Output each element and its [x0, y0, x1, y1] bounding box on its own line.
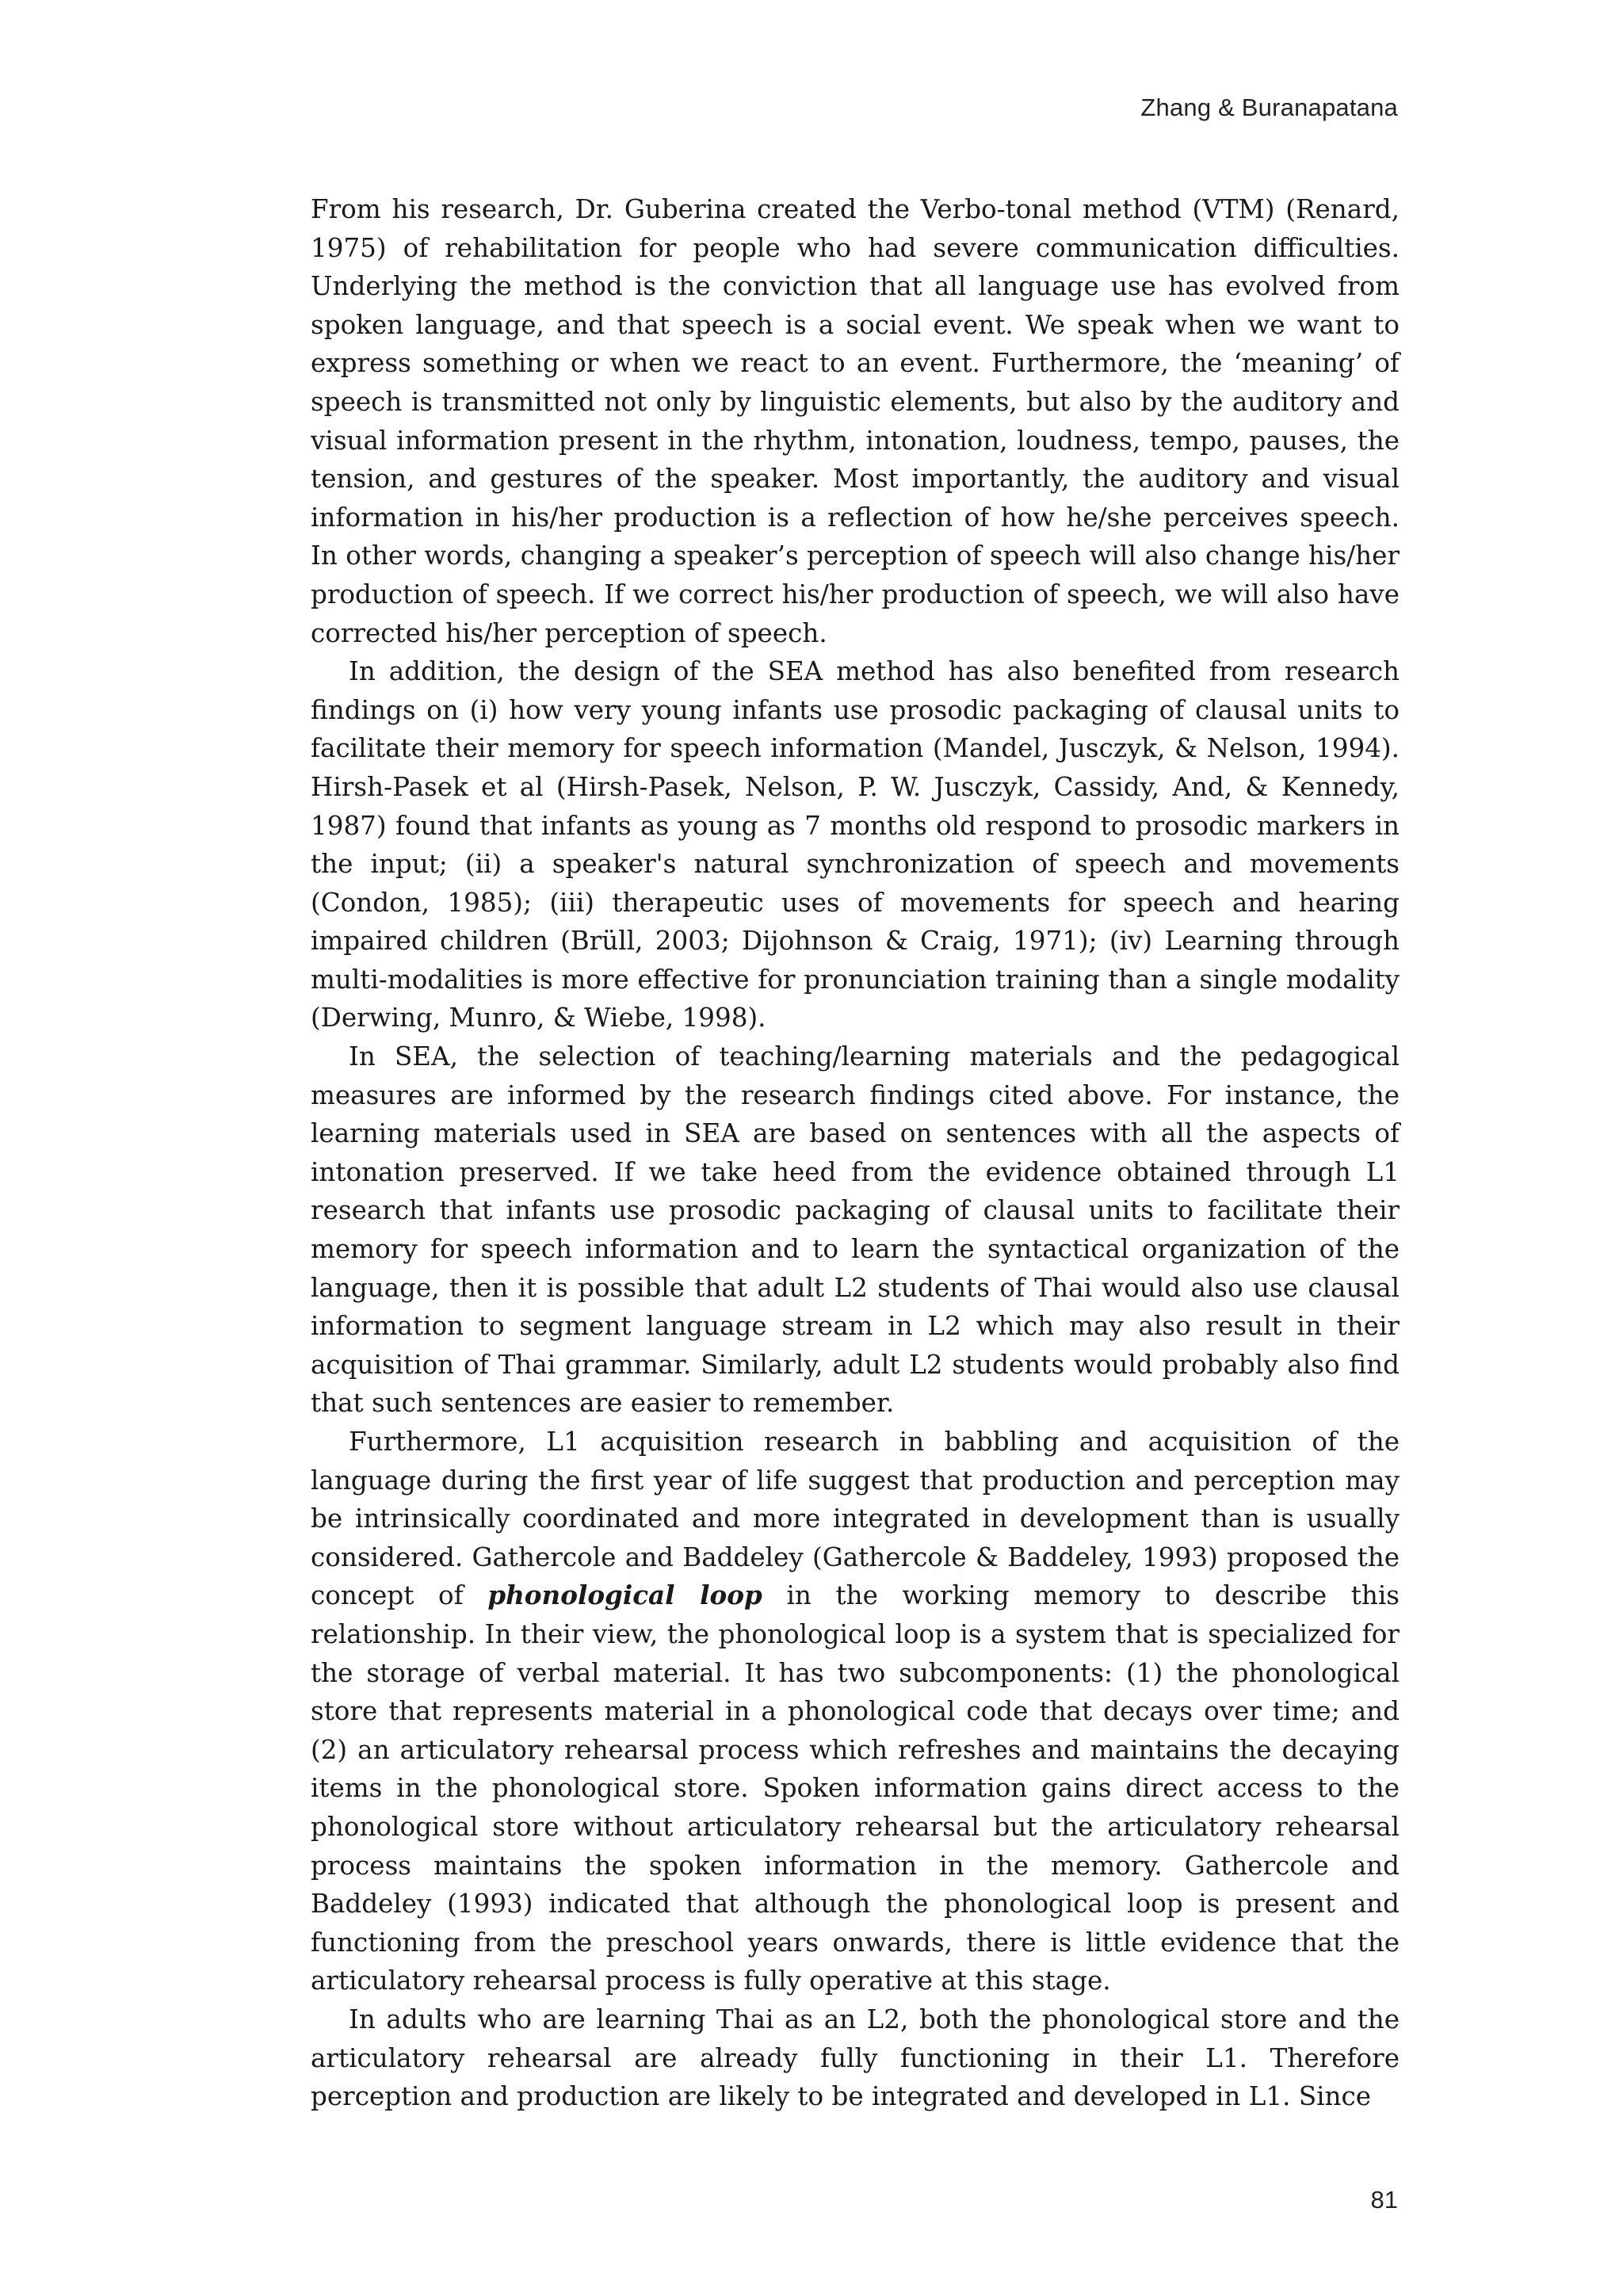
- paragraph-3: In SEA, the selection of teaching/learning materials and the pedagogical measures are informed by the research findings cited above. For instance, the learning materials used in SEA are based on sentences with all the aspects of intonation preserved. If we take heed from the evidence obtained through L1 research that infants use prosodic packaging of clausal units to facilitate their memory for speech information and to learn the syntactical organization of the language, then it is possible that adult L2 students of Thai would also use clausal information to segment language stream in L2 which may also result in their acquisition of Thai grammar. Similarly, adult L2 students would probably also find that such sentences are easier to remember.: [311, 1041, 1400, 1419]
- running-head: Zhang & Buranapatana: [1140, 94, 1398, 121]
- paragraph-4-text-before: Furthermore, L1 acquisition research in babbling and acquisition of the language during the first year of life suggest that production and perception may be intrinsically coordinated and more integrated in development than is usually considered. Gathercole and Baddeley (Gathercole & Baddeley, 1993) proposed the concept of: [311, 1427, 1400, 1611]
- paragraph-4-text-after: in the working memory to describe this relationship. In their view, the phonological loop is a system that is specialized for the storage of verbal material. It has two subcomponents: (1) the phonological store that represents material in a phonological code that decays over time; and (2) an articulatory rehearsal process which refreshes and maintains the decaying items in the phonological store. Spoken information gains direct access to the phonological store without articulatory rehearsal but the articulatory rehearsal process maintains the spoken information in the memory. Gathercole and Baddeley (1993) indicated that although the phonological loop is present and functioning from the preschool years onwards, there is little evidence that the articulatory rehearsal process is fully operative at this stage.: [311, 1580, 1400, 1996]
- paragraph-1: From his research, Dr. Guberina created the Verbo-tonal method (VTM) (Renard, 1975) of rehabilitation for people who had severe communication difficulties. Underlying the method is the conviction that all language use has evolved from spoken language, and that speech is a social event. We speak when we want to express something or when we react to an event. Furthermore, the ‘meaning’ of speech is transmitted not only by linguistic elements, but also by the auditory and visual information present in the rhythm, intonation, loudness, tempo, pauses, the tension, and gestures of the speaker. Most importantly, the auditory and visual information in his/her production is a reflection of how he/she perceives speech. In other words, changing a speaker’s perception of speech will also change his/her production of speech. If we correct his/her production of speech, we will also have corrected his/her perception of speech.: [311, 194, 1400, 648]
- phonological-loop-term: phonological loop: [487, 1580, 762, 1611]
- body-text: [311, 190, 1400, 2116]
- paragraph-2: In addition, the design of the SEA method has also benefited from research findings on (i) how very young infants use prosodic packaging of clausal units to facilitate their memory for speech information (Mandel, Jusczyk, & Nelson, 1994). Hirsh-Pasek et al (Hirsh-Pasek, Nelson, P. W. Jusczyk, Cassidy, And, & Kennedy, 1987) found that infants as young as 7 months old respond to prosodic markers in the input; (ii) a speaker's natural synchronization of speech and movements (Condon, 1985); (iii) therapeutic uses of movements for speech and hearing impaired children (Brüll, 2003; Dijohnson & Craig, 1971); (iv) Learning through multi-modalities is more effective for pronunciation training than a single modality (Derwing, Munro, & Wiebe, 1998).: [311, 656, 1400, 1033]
- paragraph-4: [311, 1423, 1400, 2000]
- paragraph-5: In adults who are learning Thai as an L2, both the phonological store and the articulatory rehearsal are already fully functioning in their L1. Therefore perception and production are likely to be integrated and developed in L1. Since: [311, 2004, 1400, 2112]
- page-number: 81: [1370, 2186, 1398, 2214]
